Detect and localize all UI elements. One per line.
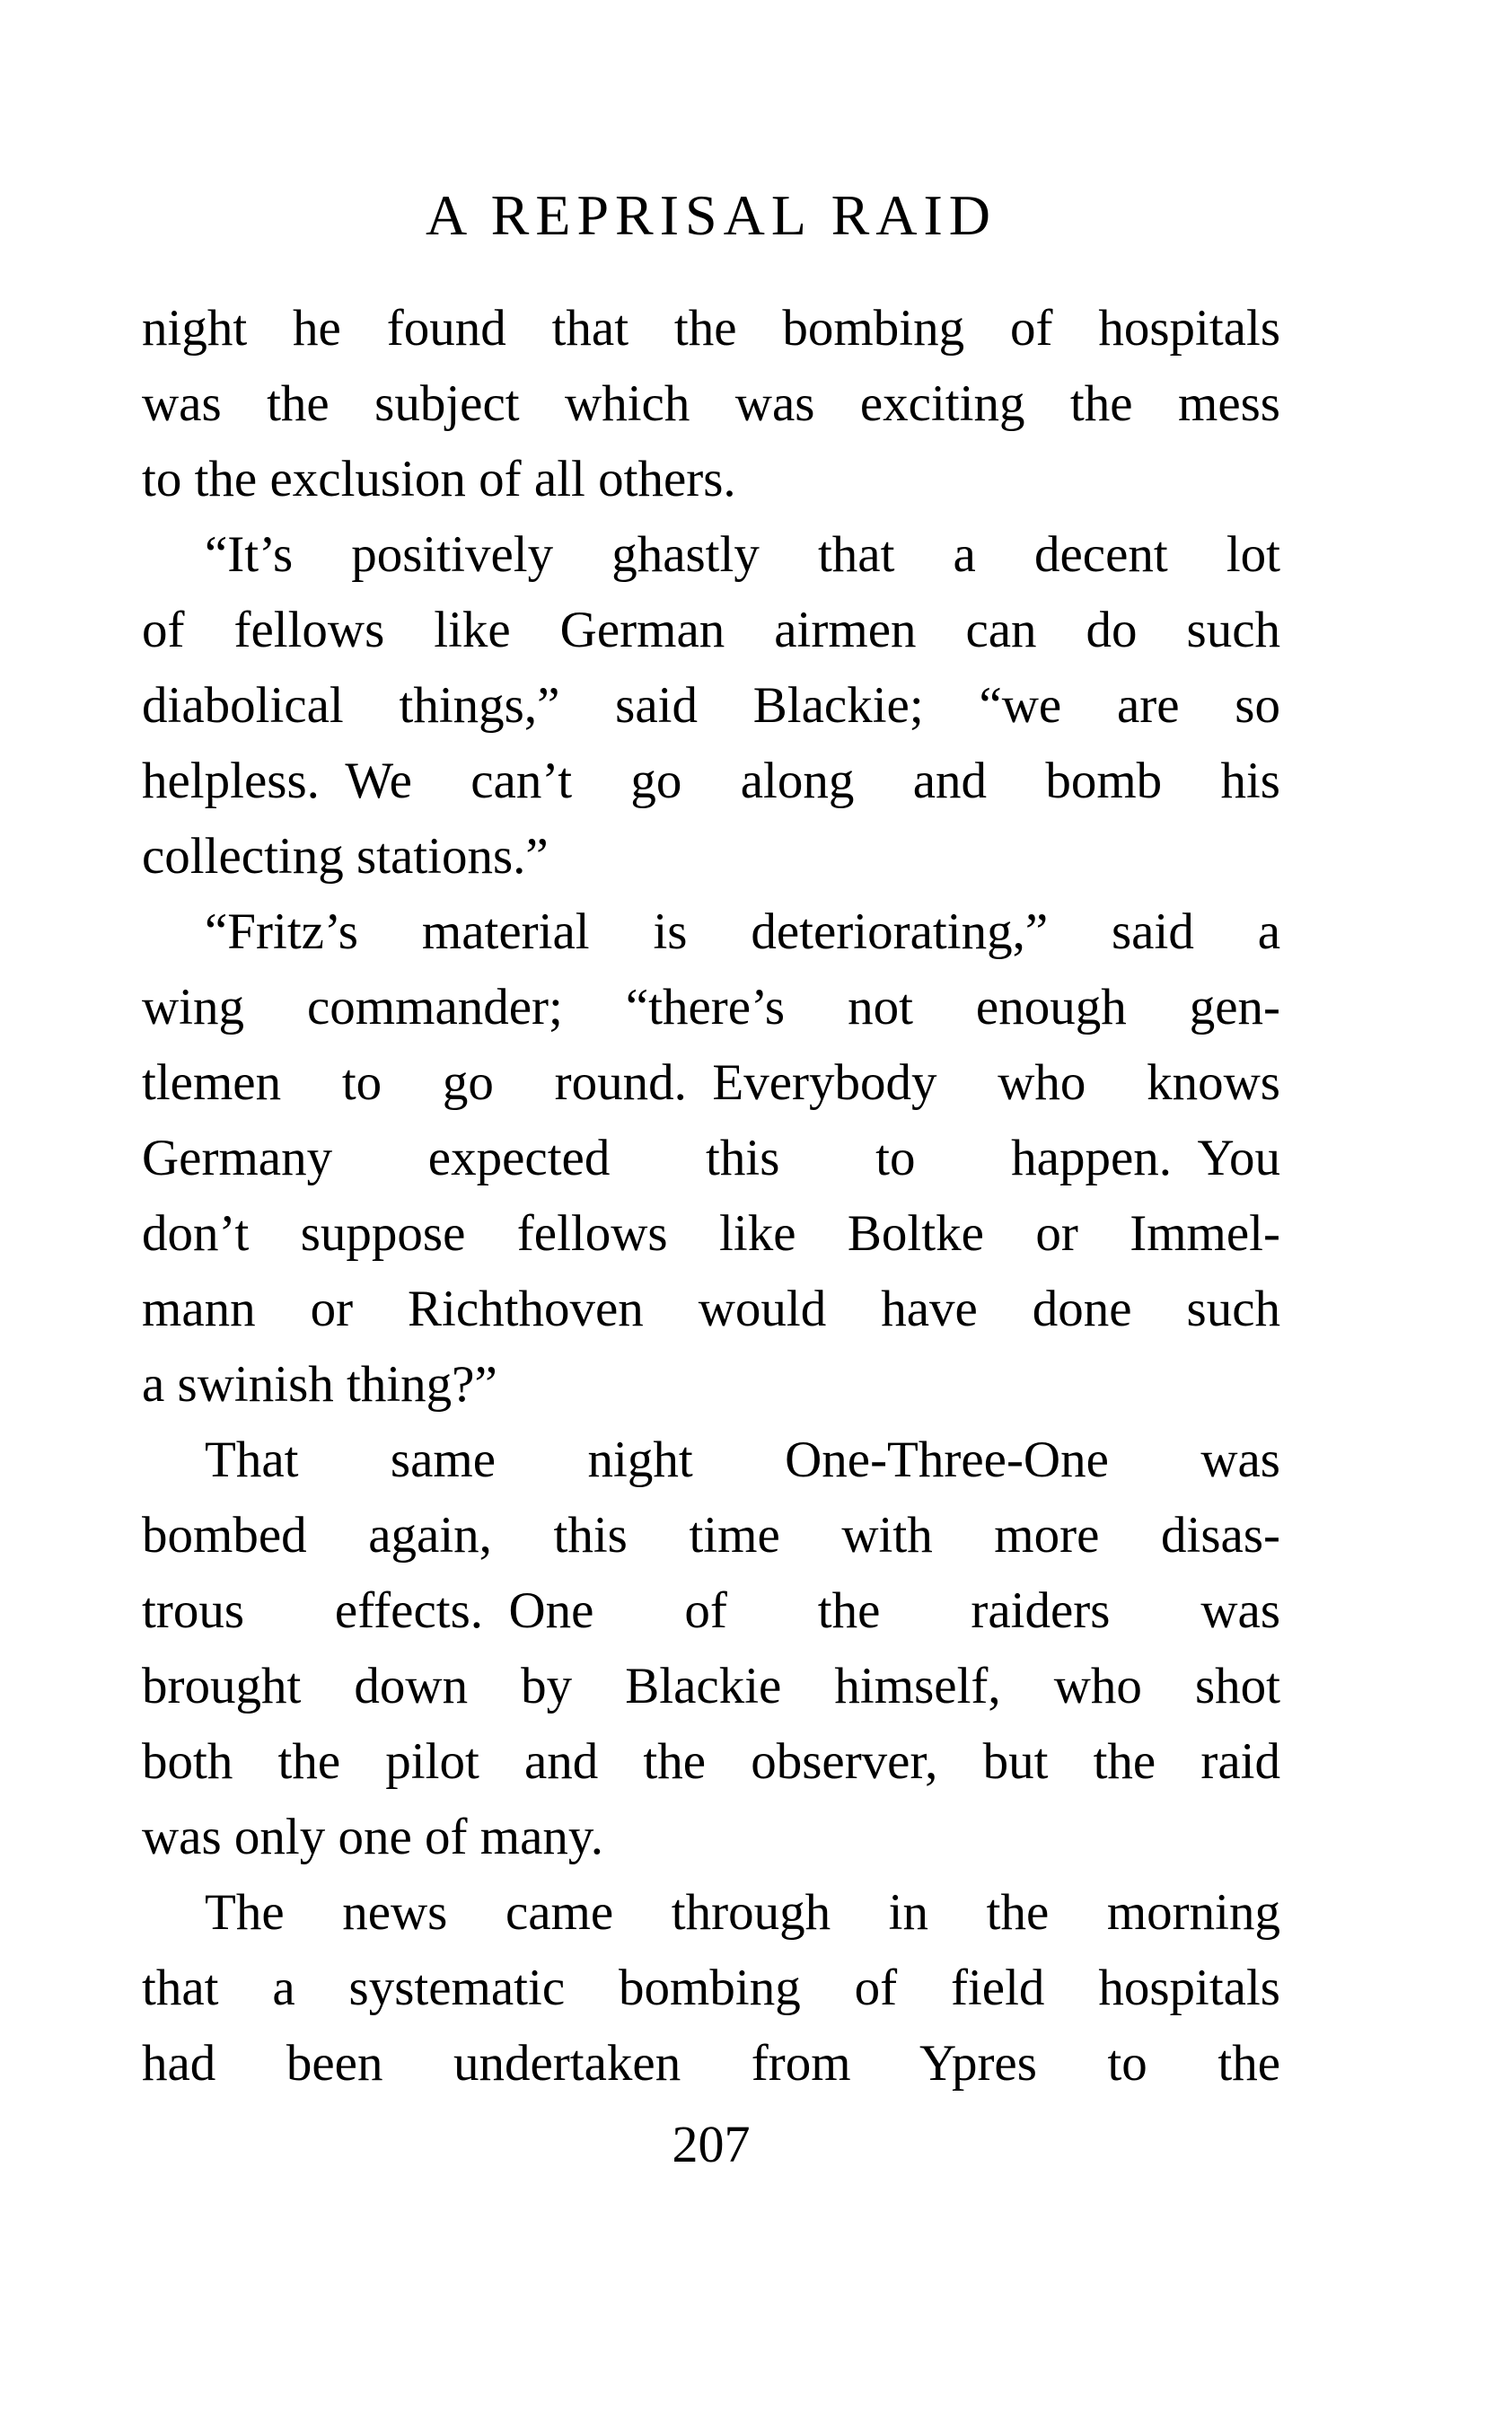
text-line: was the subject which was exciting the mess <box>142 375 1280 432</box>
text-line: of fellows like German airmen can do such <box>142 602 1280 658</box>
text-line: brought down by Blackie himself, who shot <box>142 1658 1280 1714</box>
text-line: helpless. We can’t go along and bomb his <box>142 753 1280 809</box>
text-line: collecting stations.” <box>142 828 549 885</box>
page-title: A REPRISAL RAID <box>425 183 998 247</box>
text-line: That same night One-Three-One was <box>205 1432 1280 1488</box>
text-line: don’t suppose fellows like Boltke or Immel- <box>142 1205 1280 1262</box>
text-line: tlemen to go round. Everybody who knows <box>142 1054 1280 1111</box>
text-line: bombed again, this time with more disas- <box>142 1507 1280 1564</box>
text-line: a swinish thing?” <box>142 1356 497 1413</box>
text-line: “Fritz’s material is deteriorating,” said a <box>205 903 1280 960</box>
text-line: mann or Richthoven would have done such <box>142 1281 1280 1337</box>
text-line: wing commander; “there’s not enough gen- <box>142 979 1280 1035</box>
text-line: trous effects. One of the raiders was <box>142 1582 1280 1639</box>
text-line: Germany expected this to happen. You <box>142 1130 1280 1186</box>
text-line: night he found that the bombing of hospitals <box>142 300 1280 357</box>
body-text <box>142 291 1280 2101</box>
page-number: 207 <box>672 2115 751 2173</box>
text-line: The news came through in the morning <box>205 1884 1280 1941</box>
text-line: had been undertaken from Ypres to the <box>142 2035 1280 2092</box>
text-line: to the exclusion of all others. <box>142 451 736 507</box>
text-line: that a systematic bombing of field hospitals <box>142 1960 1280 2016</box>
text-line: diabolical things,” said Blackie; “we are so <box>142 677 1280 734</box>
text-line: “It’s positively ghastly that a decent lot <box>205 526 1280 583</box>
text-line: both the pilot and the observer, but the raid <box>142 1733 1280 1790</box>
text-line: was only one of many. <box>142 1809 603 1865</box>
